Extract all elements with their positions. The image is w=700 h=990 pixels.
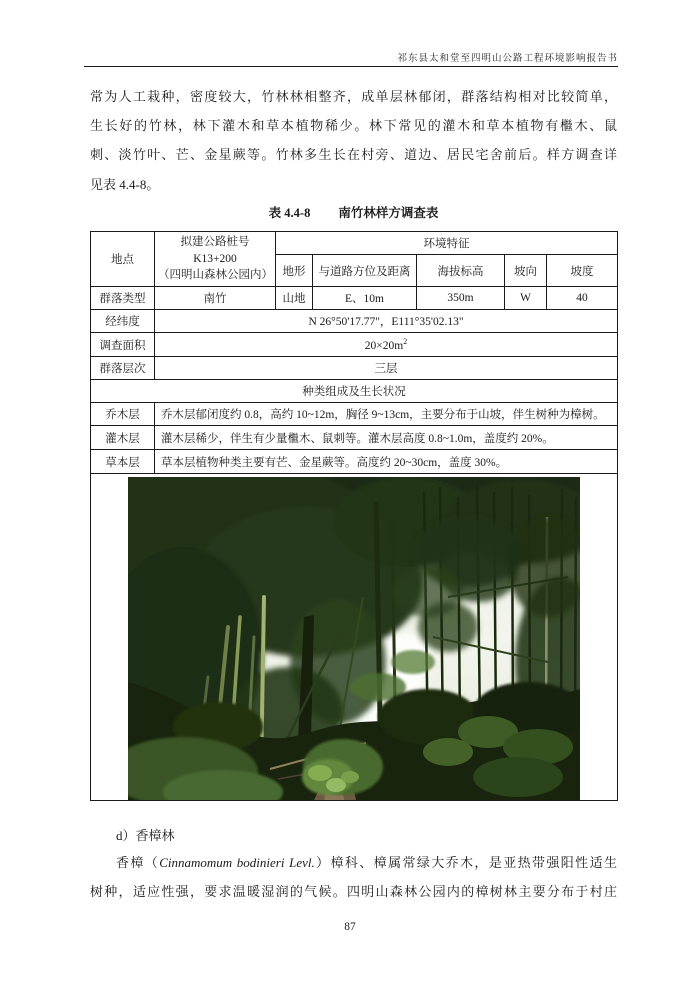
cell-area-label: 调查面积 (91, 333, 155, 357)
table-row (91, 474, 618, 801)
species-text-suffix: ）樟科、樟属常绿大乔木，是亚热带强阳性适生 (314, 855, 617, 870)
cell-herb-layer-label: 草本层 (91, 450, 155, 474)
cell-terrain-value: 山地 (276, 287, 313, 310)
stake-line: 拟建公路桩号 (180, 236, 250, 249)
table-row (91, 426, 618, 450)
table-row (91, 380, 618, 403)
cell-aspect-header: 坡向 (505, 255, 547, 287)
table-row (91, 450, 618, 474)
header-divider (84, 66, 618, 67)
cell-road-value: E、10m (313, 287, 417, 310)
cell-elevation-header: 海拔标高 (417, 255, 505, 287)
stake-line: （四明山森林公园内） (158, 269, 273, 282)
table-caption-label: 表 4.4-8 (268, 206, 311, 220)
sample-plot-survey-table (90, 231, 618, 801)
cell-layers-label: 群落层次 (91, 357, 155, 380)
species-paragraph-line1 (90, 848, 617, 877)
intro-line: 刺、淡竹叶、芒、金星蕨等。竹林多生长在村旁、道边、居民宅舍前后。样方调查详 (90, 147, 617, 163)
cell-road-header: 与道路方位及距离 (313, 255, 417, 287)
cell-area-value (155, 333, 618, 357)
cell-coordinates-value: N 26°50'17.77"，E111°35'02.13" (155, 310, 618, 333)
cell-coordinates-label: 经纬度 (91, 310, 155, 333)
table-caption-title: 南竹林样方调查表 (338, 206, 439, 220)
stake-line: K13+200 (193, 252, 237, 265)
bamboo-forest-photo-illustration (128, 477, 580, 800)
area-superscript: 2 (403, 337, 408, 347)
intro-line: 生长好的竹林，林下灌木和草本植物稀少。林下常见的灌木和草本植物有檵木、鼠 (90, 118, 617, 134)
cell-layers-value: 三层 (155, 357, 618, 380)
table-row (91, 333, 618, 357)
table-row (91, 357, 618, 380)
report-header-title: 祁东县太和堂至四明山公路工程环境影响报告书 (397, 54, 618, 64)
table-row (91, 287, 618, 310)
section-d-heading: d）香樟林 (116, 828, 175, 843)
intro-paragraph (90, 82, 617, 199)
cell-stake-number (155, 232, 276, 287)
cell-slope-header: 坡度 (547, 255, 618, 287)
table-row (91, 310, 618, 333)
sample-plot-photo (128, 477, 580, 800)
area-value: 20×20m (364, 339, 404, 352)
cell-tree-layer-desc: 乔木层郁闭度约 0.8，高约 10~12m，胸径 9~13cm，主要分布于山坡，伴生树种为樟树。 (155, 403, 618, 426)
cell-slope-value: 40 (547, 287, 618, 310)
cell-shrub-layer-label: 灌木层 (91, 426, 155, 450)
latin-species-name: Cinnamomum bodinieri Levl. (159, 855, 315, 870)
cell-community-label: 群落类型 (91, 287, 155, 310)
page-number: 87 (344, 921, 356, 933)
cell-terrain-header: 地形 (276, 255, 313, 287)
table-caption (90, 203, 617, 221)
intro-line: 常为人工栽种，密度较大，竹林林相整齐，成单层林郁闭，群落结构相对比较简单， (90, 89, 617, 104)
cell-tree-layer-label: 乔木层 (91, 403, 155, 426)
cell-herb-layer-desc: 草本层植物种类主要有芒、金星蕨等。高度约 20~30cm，盖度 30%。 (155, 450, 618, 474)
intro-line: 见表 4.4-8。 (90, 176, 160, 192)
species-paragraph-line2: 树种，适应性强，要求温暖湿润的气候。四明山森林公园内的樟树林主要分布于村庄 (90, 884, 617, 900)
cell-elevation-value: 350m (417, 287, 505, 310)
species-paragraph (90, 848, 617, 906)
cell-composition-header: 种类组成及生长状况 (91, 380, 618, 403)
cell-aspect-value: W (505, 287, 547, 310)
cell-community-value: 南竹 (155, 287, 276, 310)
table-row (91, 403, 618, 426)
species-text-prefix: 香樟（ (116, 855, 160, 870)
cell-site-label: 地点 (91, 232, 155, 287)
cell-shrub-layer-desc: 灌木层稀少，伴生有少量檵木、鼠刺等。灌木层高度 0.8~1.0m，盖度约 20%。 (155, 426, 618, 450)
cell-env-features-header: 环境特征 (276, 232, 618, 255)
